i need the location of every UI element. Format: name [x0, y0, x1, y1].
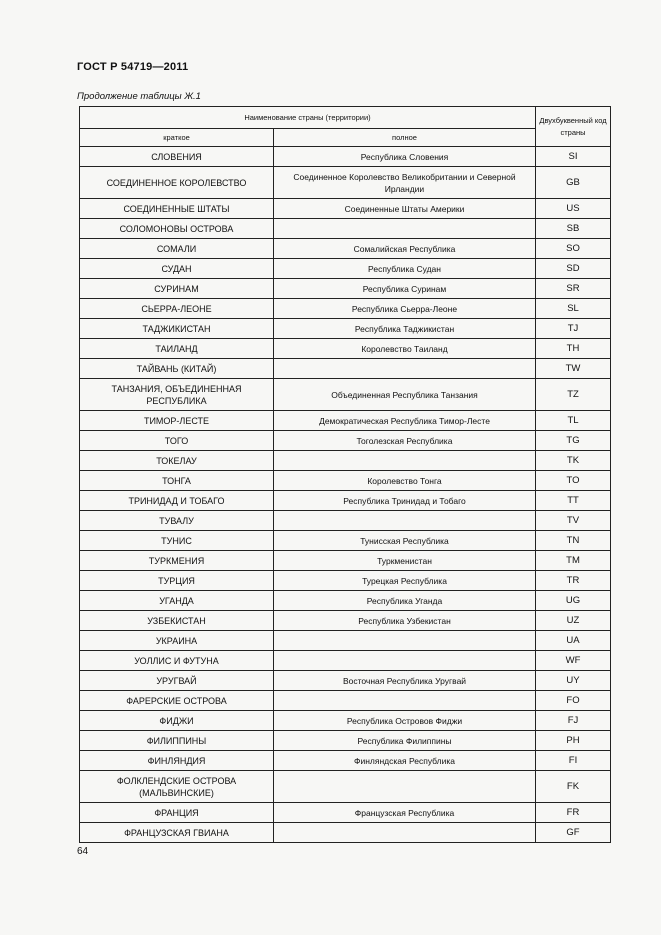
- table-row: [80, 431, 611, 451]
- short-name-cell: СОЕДИНЕННЫЕ ШТАТЫ: [80, 199, 274, 219]
- country-code-cell: SD: [536, 259, 611, 279]
- short-name-cell: ТУРЦИЯ: [80, 571, 274, 591]
- short-name-cell: УГАНДА: [80, 591, 274, 611]
- full-name-cell: [274, 511, 536, 531]
- country-code-cell: FJ: [536, 711, 611, 731]
- full-name-cell: [274, 651, 536, 671]
- table-row: [80, 511, 611, 531]
- full-name-cell: [274, 823, 536, 843]
- standard-title: ГОСТ Р 54719—2011: [77, 61, 189, 73]
- full-name-cell: [274, 691, 536, 711]
- short-name-cell: ТОГО: [80, 431, 274, 451]
- country-code-cell: FK: [536, 771, 611, 803]
- country-code-cell: TR: [536, 571, 611, 591]
- short-name-cell: СУРИНАМ: [80, 279, 274, 299]
- short-name-cell: СУДАН: [80, 259, 274, 279]
- full-name-cell: [274, 219, 536, 239]
- country-code-cell: PH: [536, 731, 611, 751]
- table-row: [80, 279, 611, 299]
- short-name-cell: ФОЛКЛЕНДСКИЕ ОСТРОВА (МАЛЬВИНСКИЕ): [80, 771, 274, 803]
- country-code-cell: SO: [536, 239, 611, 259]
- short-name-cell: ФИДЖИ: [80, 711, 274, 731]
- country-code-cell: TO: [536, 471, 611, 491]
- country-codes-table: [79, 106, 611, 843]
- full-name-cell: Республика Судан: [274, 259, 536, 279]
- full-name-cell: Республика Сьерра-Леоне: [274, 299, 536, 319]
- short-name-cell: ТАИЛАНД: [80, 339, 274, 359]
- full-name-cell: Республика Словения: [274, 147, 536, 167]
- full-name-cell: [274, 451, 536, 471]
- short-name-cell: ТАЙВАНЬ (КИТАЙ): [80, 359, 274, 379]
- table-row: [80, 531, 611, 551]
- country-code-cell: TL: [536, 411, 611, 431]
- table-row: [80, 571, 611, 591]
- short-name-cell: ТОНГА: [80, 471, 274, 491]
- table-row: [80, 711, 611, 731]
- short-name-cell: ФАРЕРСКИЕ ОСТРОВА: [80, 691, 274, 711]
- short-name-cell: ФИЛИППИНЫ: [80, 731, 274, 751]
- country-code-cell: TZ: [536, 379, 611, 411]
- table-row: [80, 259, 611, 279]
- country-code-cell: UY: [536, 671, 611, 691]
- table-continuation-caption: Продолжение таблицы Ж.1: [77, 91, 201, 102]
- country-code-cell: TH: [536, 339, 611, 359]
- table-row: [80, 379, 611, 411]
- full-name-cell: Республика Островов Фиджи: [274, 711, 536, 731]
- full-name-cell: Соединенное Королевство Великобритании и Северной Ирландии: [274, 167, 536, 199]
- country-code-cell: WF: [536, 651, 611, 671]
- country-code-cell: GF: [536, 823, 611, 843]
- short-name-cell: ФРАНЦУЗСКАЯ ГВИАНА: [80, 823, 274, 843]
- full-name-cell: Демократическая Республика Тимор-Лесте: [274, 411, 536, 431]
- table-row: [80, 551, 611, 571]
- table-row: [80, 451, 611, 471]
- short-name-cell: УЗБЕКИСТАН: [80, 611, 274, 631]
- full-name-cell: Французская Республика: [274, 803, 536, 823]
- country-code-cell: TK: [536, 451, 611, 471]
- short-name-cell: СЛОВЕНИЯ: [80, 147, 274, 167]
- table-row: [80, 803, 611, 823]
- country-code-cell: UZ: [536, 611, 611, 631]
- country-code-cell: SI: [536, 147, 611, 167]
- full-name-cell: Турецкая Республика: [274, 571, 536, 591]
- country-code-cell: FR: [536, 803, 611, 823]
- table-row: [80, 199, 611, 219]
- table-row: [80, 651, 611, 671]
- short-name-cell: ТОКЕЛАУ: [80, 451, 274, 471]
- table-row: [80, 239, 611, 259]
- short-name-cell: ФРАНЦИЯ: [80, 803, 274, 823]
- table-row: [80, 471, 611, 491]
- full-name-cell: [274, 771, 536, 803]
- full-name-cell: Республика Филиппины: [274, 731, 536, 751]
- table-row: [80, 219, 611, 239]
- table-row: [80, 751, 611, 771]
- table-row: [80, 299, 611, 319]
- full-name-cell: Объединенная Республика Танзания: [274, 379, 536, 411]
- short-name-cell: ТРИНИДАД И ТОБАГО: [80, 491, 274, 511]
- table-row: [80, 167, 611, 199]
- country-code-cell: TJ: [536, 319, 611, 339]
- short-name-cell: ТИМОР-ЛЕСТЕ: [80, 411, 274, 431]
- table-row: [80, 147, 611, 167]
- full-name-cell: Тоголезская Республика: [274, 431, 536, 451]
- country-code-cell: TV: [536, 511, 611, 531]
- country-code-cell: UA: [536, 631, 611, 651]
- table-row: [80, 691, 611, 711]
- country-code-cell: TT: [536, 491, 611, 511]
- country-code-cell: UG: [536, 591, 611, 611]
- table-row: [80, 671, 611, 691]
- short-name-cell: УОЛЛИС И ФУТУНА: [80, 651, 274, 671]
- short-name-cell: ТУНИС: [80, 531, 274, 551]
- country-code-cell: TN: [536, 531, 611, 551]
- country-name-group-header: Наименование страны (территории): [80, 107, 536, 129]
- table-row: [80, 359, 611, 379]
- country-code-cell: FI: [536, 751, 611, 771]
- short-name-cell: СОМАЛИ: [80, 239, 274, 259]
- table-row: [80, 631, 611, 651]
- table-row: [80, 339, 611, 359]
- short-name-cell: СОЛОМОНОВЫ ОСТРОВА: [80, 219, 274, 239]
- country-code-cell: SR: [536, 279, 611, 299]
- short-name-cell: УРУГВАЙ: [80, 671, 274, 691]
- full-name-cell: [274, 359, 536, 379]
- short-name-cell: УКРАИНА: [80, 631, 274, 651]
- table-row: [80, 823, 611, 843]
- table-row: [80, 411, 611, 431]
- full-name-cell: Республика Уганда: [274, 591, 536, 611]
- country-code-cell: FO: [536, 691, 611, 711]
- full-name-cell: Восточная Республика Уругвай: [274, 671, 536, 691]
- country-code-cell: SB: [536, 219, 611, 239]
- full-name-cell: Республика Тринидад и Тобаго: [274, 491, 536, 511]
- full-name-column-header: полное: [274, 129, 536, 147]
- short-name-column-header: краткое: [80, 129, 274, 147]
- table-body: [80, 147, 611, 843]
- short-name-cell: ТАДЖИКИСТАН: [80, 319, 274, 339]
- country-code-cell: TG: [536, 431, 611, 451]
- full-name-cell: [274, 631, 536, 651]
- full-name-cell: Королевство Таиланд: [274, 339, 536, 359]
- table-row: [80, 591, 611, 611]
- table-row: [80, 771, 611, 803]
- country-code-cell: TM: [536, 551, 611, 571]
- full-name-cell: Соединенные Штаты Америки: [274, 199, 536, 219]
- table-row: [80, 491, 611, 511]
- short-name-cell: ТУРКМЕНИЯ: [80, 551, 274, 571]
- table-row: [80, 611, 611, 631]
- short-name-cell: ФИНЛЯНДИЯ: [80, 751, 274, 771]
- page-number: 64: [77, 846, 89, 857]
- short-name-cell: ТУВАЛУ: [80, 511, 274, 531]
- table-row: [80, 319, 611, 339]
- table-row: [80, 731, 611, 751]
- full-name-cell: Тунисская Республика: [274, 531, 536, 551]
- full-name-cell: Республика Узбекистан: [274, 611, 536, 631]
- country-code-cell: TW: [536, 359, 611, 379]
- country-code-cell: SL: [536, 299, 611, 319]
- full-name-cell: Королевство Тонга: [274, 471, 536, 491]
- short-name-cell: ТАНЗАНИЯ, ОБЪЕДИНЕННАЯ РЕСПУБЛИКА: [80, 379, 274, 411]
- full-name-cell: Туркменистан: [274, 551, 536, 571]
- country-code-cell: US: [536, 199, 611, 219]
- short-name-cell: СЬЕРРА-ЛЕОНЕ: [80, 299, 274, 319]
- full-name-cell: Республика Суринам: [274, 279, 536, 299]
- full-name-cell: Сомалийская Республика: [274, 239, 536, 259]
- code-column-header: Двухбуквенный код страны: [536, 107, 611, 147]
- country-code-cell: GB: [536, 167, 611, 199]
- short-name-cell: СОЕДИНЕННОЕ КОРОЛЕВСТВО: [80, 167, 274, 199]
- full-name-cell: Республика Таджикистан: [274, 319, 536, 339]
- full-name-cell: Финляндская Республика: [274, 751, 536, 771]
